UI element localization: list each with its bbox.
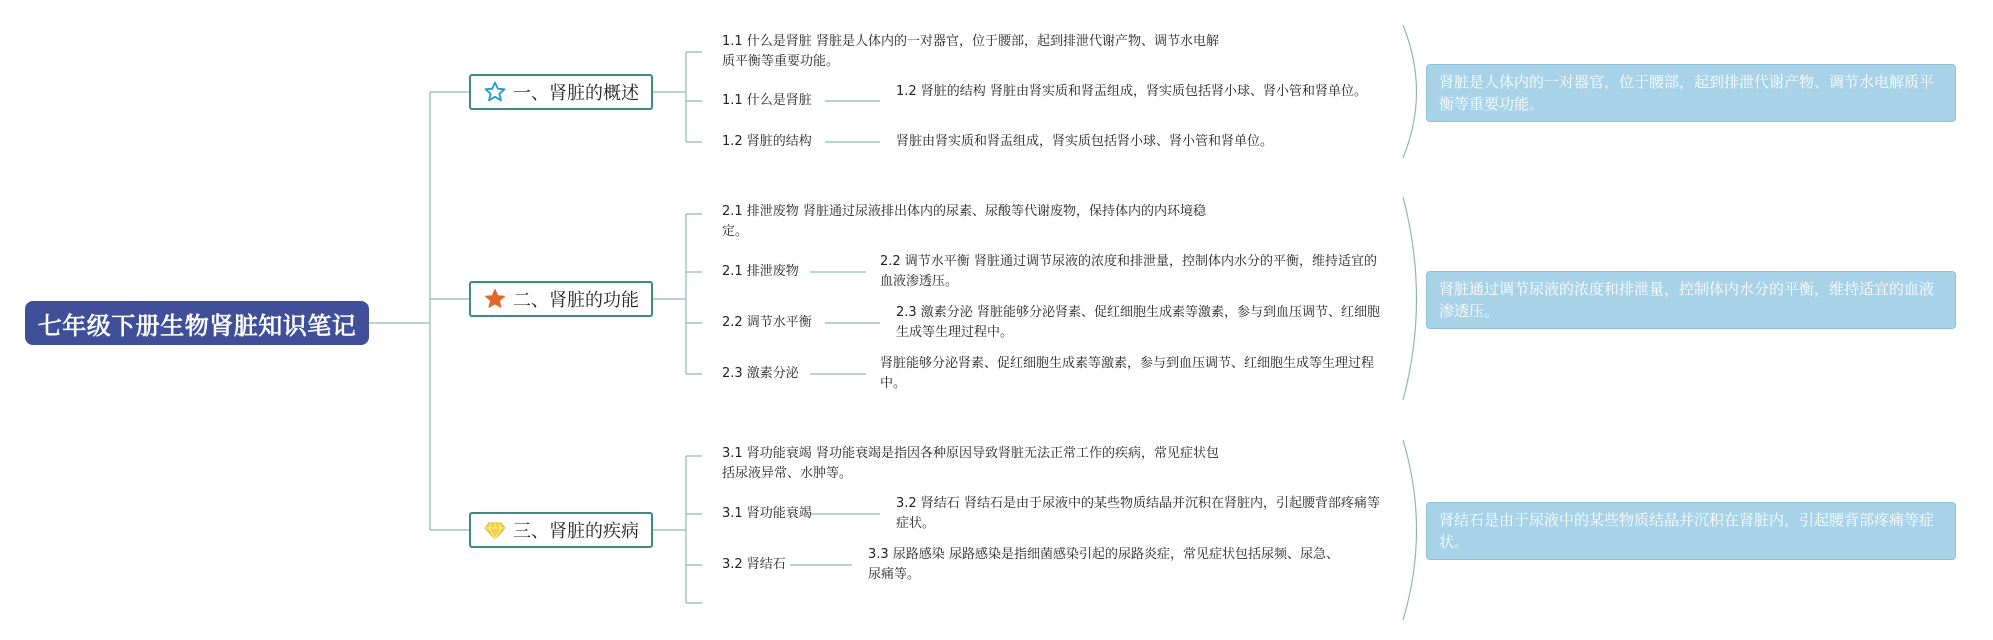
branch-3-row-2-label[interactable]: 3.2 肾结石: [722, 557, 786, 572]
branch-2-row-3-label[interactable]: 2.3 激素分泌: [722, 366, 799, 381]
branch-2-row-1-detail[interactable]: 2.2 调节水平衡 肾脏通过调节尿液的浓度和排泄量，控制体内水分的平衡，维持适宜的血液渗透压。: [880, 254, 1377, 289]
branch-2-row-1-label[interactable]: 2.1 排泄废物: [722, 264, 799, 279]
brace-1: [1403, 25, 1417, 158]
star-outline-icon: [483, 80, 507, 104]
root-topic[interactable]: [25, 301, 369, 345]
branch-1-summary-note[interactable]: 肾脏是人体内的一对器官，位于腰部，起到排泄代谢产物、调节水电解质平衡等重要功能。: [1426, 64, 1956, 122]
branch-2-row-3-detail[interactable]: 肾脏能够分泌肾素、促红细胞生成素等激素，参与到血压调节、红细胞生成等生理过程中。: [880, 356, 1375, 391]
branch-2-summary[interactable]: 2.1 排泄废物 肾脏通过尿液排出体内的尿素、尿酸等代谢废物，保持体内的内环境稳定。: [722, 204, 1206, 239]
branch-disease[interactable]: [469, 512, 653, 548]
branch-title: 三、肾脏的疾病: [513, 521, 639, 542]
brace-3: [1403, 440, 1417, 620]
branch-2-summary-note[interactable]: 肾脏通过调节尿液的浓度和排泄量，控制体内水分的平衡，维持适宜的血液渗透压。: [1426, 271, 1956, 329]
branch-2-row-2-detail[interactable]: 2.3 激素分泌 肾脏能够分泌肾素、促红细胞生成素等激素，参与到血压调节、红细胞生成等生理过程中。: [896, 305, 1380, 340]
branch-3-row-2-detail[interactable]: 3.3 尿路感染 尿路感染是指细菌感染引起的尿路炎症，常见症状包括尿频、尿急、尿痛等。: [868, 547, 1339, 582]
branch-3-row-1-label[interactable]: 3.1 肾功能衰竭: [722, 506, 812, 521]
branch-3-summary[interactable]: 3.1 肾功能衰竭 肾功能衰竭是指因各种原因导致肾脏无法正常工作的疾病，常见症状包括尿液异常、水肿等。: [722, 446, 1219, 481]
branch-title: 二、肾脏的功能: [513, 290, 639, 311]
branch-1-row-2-label[interactable]: 1.2 肾脏的结构: [722, 134, 812, 149]
branch-function[interactable]: [469, 281, 653, 317]
branch-3-row-1-detail[interactable]: 3.2 肾结石 肾结石是由于尿液中的某些物质结晶并沉积在肾脏内，引起腰背部疼痛等症状。: [896, 496, 1380, 531]
root-title: 七年级下册生物肾脏知识笔记: [37, 311, 357, 340]
branch-overview[interactable]: [469, 74, 653, 110]
branch-1-row-1-label[interactable]: 1.1 什么是肾脏: [722, 93, 812, 108]
branch-title: 一、肾脏的概述: [513, 83, 639, 104]
gem-icon: [483, 518, 507, 542]
brace-2: [1403, 197, 1417, 400]
branch-1-row-1-detail[interactable]: 1.2 肾脏的结构 肾脏由肾实质和肾盂组成，肾实质包括肾小球、肾小管和肾单位。: [896, 84, 1367, 99]
branch-1-row-2-detail[interactable]: 肾脏由肾实质和肾盂组成，肾实质包括肾小球、肾小管和肾单位。: [896, 134, 1274, 149]
branch-3-summary-note[interactable]: 肾结石是由于尿液中的某些物质结晶并沉积在肾脏内，引起腰背部疼痛等症状。: [1426, 502, 1956, 560]
branch-1-summary[interactable]: 1.1 什么是肾脏 肾脏是人体内的一对器官，位于腰部，起到排泄代谢产物、调节水电解质平衡等重要功能。: [722, 34, 1219, 69]
branch-2-row-2-label[interactable]: 2.2 调节水平衡: [722, 315, 812, 330]
star-filled-icon: [483, 287, 507, 311]
